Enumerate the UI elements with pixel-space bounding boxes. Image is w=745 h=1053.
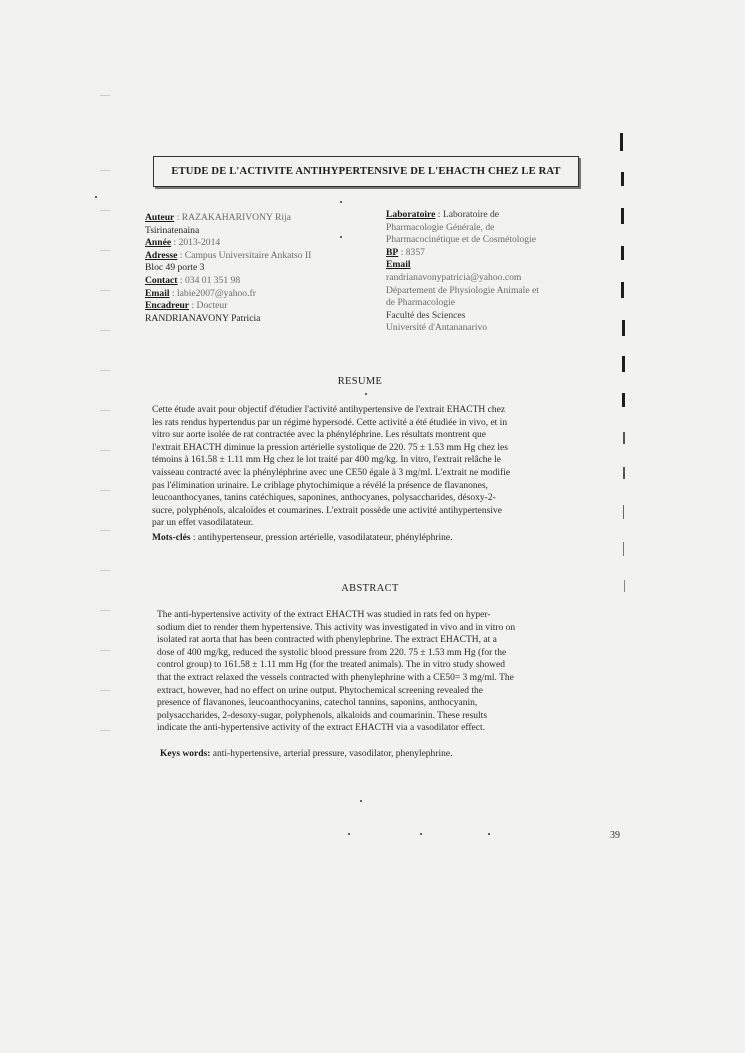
- auteur-label: Auteur: [145, 212, 175, 223]
- scan-mark: [624, 580, 625, 592]
- abstract-keywords-value: anti-hypertensive, arterial pressure, vasodilator, phenylephrine.: [210, 749, 453, 759]
- abstract-keywords: [160, 749, 452, 759]
- dept-line-2: de Pharmacologie: [386, 297, 455, 309]
- abstract-heading: ABSTRACT: [341, 583, 399, 594]
- scan-dot: [420, 833, 422, 835]
- encadreur-value: : Docteur: [189, 300, 228, 312]
- encadreur-label: Encadreur: [145, 300, 190, 312]
- lab-email-label: Email: [386, 259, 411, 271]
- laboratoire-label: Laboratoire: [386, 209, 436, 220]
- annee-line: [145, 237, 375, 250]
- abstract-line: presence of flavanones, leucoanthocyanins, catechol tannins, saponins, anthocyanin,: [157, 698, 478, 709]
- adresse-line: [145, 250, 375, 263]
- author-line-2: Tsirinatenaina: [145, 224, 200, 236]
- resume-line: témoins à 161.58 ± 1.11 mm Hg chez le lot traité par 400 mg/kg. In vitro, l'extrait relâche le: [152, 455, 502, 466]
- abstract-line: control group) to 161.58 ± 1.11 mm Hg (for the treated animals). The in vitro study showed: [157, 660, 505, 671]
- lab-line-2: Pharmacologie Générale, de: [386, 221, 495, 233]
- scan-dot: [348, 833, 350, 835]
- page-number: 39: [610, 830, 620, 841]
- scan-tick: [100, 370, 110, 371]
- resume-line: Cette étude avait pour objectif d'étudier l'activité antihypertensive de l'extrait EHACTH chez: [152, 405, 506, 415]
- scan-tick: [100, 410, 110, 411]
- encadreur-line: [145, 300, 375, 313]
- laboratoire-value: : Laboratoire de: [435, 209, 500, 220]
- scan-tick: [100, 610, 110, 611]
- scan-dot: [340, 201, 342, 203]
- scan-tick: [100, 330, 110, 331]
- abstract-line: that the extract relaxed the vessels contracted with phenylephrine with a CE50= 3 mg/ml. The: [157, 672, 514, 683]
- abstract-paragraph: [157, 609, 577, 735]
- abstract-line: The anti-hypertensive activity of the extract EHACTH was studied in rats fed on hyper-: [157, 610, 491, 620]
- resume-keywords-value: : antihypertenseur, pression artérielle, vasodilatateur, phényléphrine.: [190, 533, 453, 543]
- scan-mark: [623, 432, 625, 444]
- scan-mark: [623, 467, 625, 479]
- scan-tick: [100, 250, 110, 251]
- author-line: [145, 212, 375, 225]
- abstract-line: polysaccharides, 2-desoxy-sugar, polyphenols, alkaloids and coumarinin. These results: [157, 710, 488, 721]
- scan-mark: [620, 133, 623, 151]
- resume-keywords-label: Mots-clés: [152, 533, 191, 543]
- contact-label: Contact: [145, 274, 178, 286]
- bp-value: : 8357: [398, 246, 425, 258]
- scan-mark: [622, 320, 625, 336]
- encadreur-line-2: RANDRIANAVONY Patricia: [145, 312, 261, 324]
- scan-mark: [623, 542, 624, 556]
- abstract-keywords-label: Keys words:: [160, 749, 211, 759]
- lab-email-line: [386, 259, 616, 272]
- scan-tick: [100, 570, 110, 571]
- scan-tick: [100, 730, 110, 731]
- abstract-line: extract, however, had no effect on urine output. Phytochemical screening revealed the: [157, 685, 484, 696]
- contact-line: [145, 275, 375, 288]
- scan-mark: [623, 505, 624, 519]
- adresse-line-2: Bloc 49 porte 3: [145, 262, 205, 274]
- faculty-line: Faculté des Sciences: [386, 309, 466, 321]
- author-info-block: [145, 212, 375, 325]
- document-title: ETUDE DE L'ACTIVITE ANTIHYPERTENSIVE DE L'EHACTH CHEZ LE RAT: [153, 156, 579, 187]
- email-line: [145, 288, 375, 301]
- auteur-value: : RAZAKAHARIVONY Rija: [174, 212, 291, 223]
- abstract-line: isolated rat aorta that has been contracted with phenylephrine. The extract EHACTH, at a: [157, 635, 497, 646]
- resume-line: pas l'élimination urinaire. Le criblage phytochimique a révélé la présence de flavanones,: [152, 480, 488, 491]
- scan-tick: [100, 490, 110, 491]
- resume-line: l'extrait EHACTH diminue la pression artérielle systolique de 220. 75 ± 1.53 mm Hg chez les: [152, 442, 508, 453]
- scan-tick: [100, 290, 110, 291]
- scan-mark: [622, 393, 625, 407]
- scan-mark: [621, 246, 624, 260]
- laboratoire-line: [386, 209, 616, 222]
- resume-line: vitro sur aorte isolée de rat contractée avec la phényléphrine. Les résultats montrent que: [152, 430, 486, 441]
- abstract-line: indicate the anti-hypertensive activity of the extract EHACTH via a vasodilator effect.: [157, 723, 485, 734]
- scan-mark: [621, 208, 624, 224]
- resume-line: vaisseau contracté avec la phényléphrine avec une CE50 égale à 3 mg/ml. L'extrait ne modifie: [152, 467, 511, 478]
- scan-tick: [100, 95, 110, 96]
- adresse-value: : Campus Universitaire Ankatso II: [177, 249, 312, 261]
- university-line: Université d'Antananarivo: [386, 322, 488, 334]
- abstract-line: sodium diet to render them hypertensive. This activity was investigated in vivo and in vitro on: [157, 622, 516, 633]
- scan-dot: [95, 196, 97, 198]
- adresse-label: Adresse: [145, 249, 178, 261]
- scan-dot: [488, 833, 490, 835]
- scan-mark: [622, 356, 625, 372]
- email-label: Email: [145, 287, 170, 299]
- resume-keywords: [152, 533, 453, 543]
- resume-line: leucoanthocyanes, tanins catéchiques, saponines, anthocyanes, polysaccharides, désoxy-2-: [152, 493, 496, 504]
- resume-line: les rats rendus hypertendus par un régime hypersodé. Cette activité a été étudiée in vivo, et in: [152, 417, 508, 428]
- dept-line-1: Département de Physiologie Animale et: [386, 284, 539, 296]
- bp-label: BP: [386, 246, 399, 258]
- lab-line-3: Pharmacocinétique et de Cosmétologie: [386, 234, 536, 246]
- scan-mark: [621, 282, 624, 298]
- email-value: : labie2007@yahoo.fr: [169, 287, 256, 299]
- scan-tick: [100, 450, 110, 451]
- lab-email-value: randrianavonypatricia@yahoo.com: [386, 271, 522, 283]
- annee-label: Année: [145, 237, 172, 249]
- resume-paragraph: [152, 404, 572, 530]
- scan-tick: [100, 210, 110, 211]
- scan-dot: [365, 393, 367, 395]
- scan-tick: [100, 170, 110, 171]
- bp-line: [386, 247, 616, 260]
- resume-line: sucre, polyphénols, alcaloïdes et coumarines. L'extrait possède une activité antihypertensive: [152, 505, 502, 516]
- resume-heading: RESUME: [337, 376, 383, 387]
- scan-mark: [621, 172, 624, 186]
- contact-value: : 034 01 351 98: [177, 274, 241, 286]
- laboratory-info-block: [386, 209, 616, 335]
- abstract-line: dose of 400 mg/kg, reduced the systolic blood pressure from 220. 75 ± 1.53 mm Hg (for the: [157, 647, 507, 658]
- scan-dot: [360, 800, 362, 802]
- scan-tick: [100, 690, 110, 691]
- resume-line: par un effet vasodilatateur.: [152, 518, 254, 529]
- annee-value: : 2013-2014: [171, 237, 221, 249]
- scan-tick: [100, 530, 110, 531]
- scan-tick: [100, 650, 110, 651]
